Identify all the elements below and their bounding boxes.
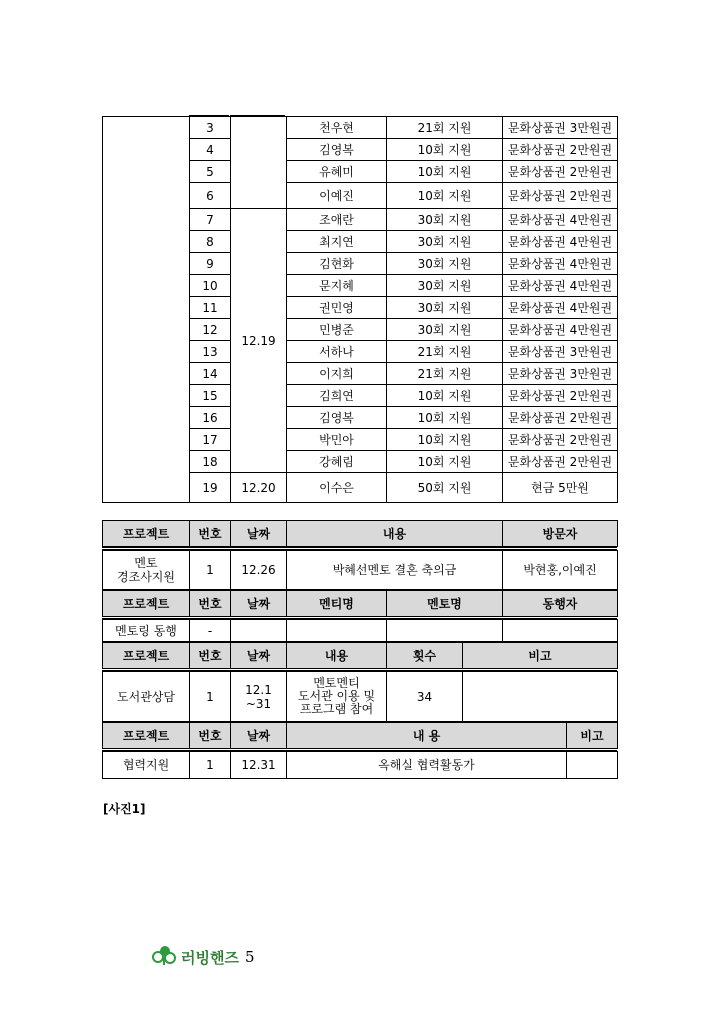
project-cell: [103, 117, 190, 503]
cell-reward: 문화상품권 4만원권: [503, 319, 618, 341]
cell-number: 19: [190, 473, 231, 503]
cell-date: 12.26: [231, 551, 287, 590]
cell-reward: 문화상품권 2만원권: [503, 161, 618, 183]
cell-content: 멘토멘티 도서관 이용 및 프로그램 참여: [287, 672, 387, 722]
footer-brand: 러빙핸즈: [181, 948, 239, 967]
header-number: 번호: [190, 521, 231, 547]
header-project: 프로젝트: [103, 521, 190, 547]
cell-number: 16: [190, 407, 231, 429]
cell-count: 34: [387, 672, 463, 722]
cell-content: 10회 지원: [387, 183, 503, 209]
cell-name: 최지연: [287, 231, 387, 253]
cell-name: 조애란: [287, 209, 387, 231]
cooperation-row-table: [102, 751, 618, 779]
award-table: [102, 116, 618, 503]
cell-mentee: [287, 620, 387, 642]
cell-project: 멘토링 동행: [103, 620, 190, 642]
header-mentee: 멘티명: [287, 591, 387, 617]
cell-number: 1: [190, 752, 231, 779]
cell-content: 21회 지원: [387, 117, 503, 139]
cell-number: -: [190, 620, 231, 642]
cell-number: 8: [190, 231, 231, 253]
cell-content: 30회 지원: [387, 275, 503, 297]
cell-name: 김희연: [287, 385, 387, 407]
cell-name: 권민영: [287, 297, 387, 319]
footer: [150, 944, 255, 970]
cell-note: [463, 672, 618, 722]
cell-content: 10회 지원: [387, 139, 503, 161]
cell-number: 12: [190, 319, 231, 341]
cell-content: 30회 지원: [387, 231, 503, 253]
cell-number: 6: [190, 183, 231, 209]
cell-reward: 문화상품권 2만원권: [503, 139, 618, 161]
cell-number: 14: [190, 363, 231, 385]
header-number: 번호: [190, 643, 231, 669]
cell-name: 김영복: [287, 139, 387, 161]
cell-number: 7: [190, 209, 231, 231]
cell-content: 50회 지원: [387, 473, 503, 503]
cell-name: 문지혜: [287, 275, 387, 297]
cell-visitor: 박현홍,이예진: [503, 551, 618, 590]
cell-content: 10회 지원: [387, 451, 503, 473]
header-content: 내용: [287, 521, 503, 547]
cell-number: 10: [190, 275, 231, 297]
cell-name: 민병준: [287, 319, 387, 341]
cell-name: 김현화: [287, 253, 387, 275]
clover-logo-icon: [150, 944, 178, 970]
cell-content: 30회 지원: [387, 297, 503, 319]
cell-reward: 문화상품권 2만원권: [503, 407, 618, 429]
cell-project: 협력지원: [103, 752, 190, 779]
cell-number: 9: [190, 253, 231, 275]
cell-content: 10회 지원: [387, 407, 503, 429]
cell-number: 3: [190, 117, 231, 139]
cell-number: 18: [190, 451, 231, 473]
cell-name: 김영복: [287, 407, 387, 429]
cell-name: 이예진: [287, 183, 387, 209]
cell-reward: 문화상품권 4만원권: [503, 253, 618, 275]
header-note: 비고: [567, 723, 618, 749]
cooperation-table: [102, 722, 618, 749]
cell-date: [231, 117, 287, 209]
cell-number: 1: [190, 672, 231, 722]
header-companion: 동행자: [503, 591, 618, 617]
accompany-table: [102, 590, 618, 617]
accompany-row-table: [102, 619, 618, 642]
cell-name: 강혜림: [287, 451, 387, 473]
cell-name: 이지희: [287, 363, 387, 385]
cell-reward: 문화상품권 2만원권: [503, 429, 618, 451]
cell-content: 30회 지원: [387, 253, 503, 275]
header-content: 내 용: [287, 723, 567, 749]
cell-project: 멘토 경조사지원: [103, 551, 190, 590]
cell-reward: 문화상품권 4만원권: [503, 297, 618, 319]
cell-reward: 문화상품권 2만원권: [503, 451, 618, 473]
cell-date: 12.1 ~31: [231, 672, 287, 722]
cell-name: 천우현: [287, 117, 387, 139]
header-content: 내용: [287, 643, 387, 669]
table-row: [103, 117, 618, 139]
condolence-row-table: [102, 550, 618, 590]
cell-content: 박혜선멘토 결혼 축의금: [287, 551, 503, 590]
cell-project: 도서관상담: [103, 672, 190, 722]
cell-number: 15: [190, 385, 231, 407]
cell-name: 이수은: [287, 473, 387, 503]
cell-reward: 문화상품권 3만원권: [503, 363, 618, 385]
cell-content: 10회 지원: [387, 429, 503, 451]
cell-number: 17: [190, 429, 231, 451]
header-project: 프로젝트: [103, 723, 190, 749]
cell-companion: [503, 620, 618, 642]
cell-note: [567, 752, 618, 779]
cell-reward: 문화상품권 3만원권: [503, 117, 618, 139]
cell-reward: 문화상품권 4만원권: [503, 231, 618, 253]
cell-name: 서하나: [287, 341, 387, 363]
cell-number: 11: [190, 297, 231, 319]
cell-content: 21회 지원: [387, 363, 503, 385]
cell-reward: 문화상품권 4만원권: [503, 275, 618, 297]
cell-reward: 문화상품권 3만원권: [503, 341, 618, 363]
cell-content: 21회 지원: [387, 341, 503, 363]
library-row-table: [102, 671, 618, 722]
header-project: 프로젝트: [103, 643, 190, 669]
cell-number: 4: [190, 139, 231, 161]
cell-number: 13: [190, 341, 231, 363]
cell-content: 10회 지원: [387, 161, 503, 183]
header-number: 번호: [190, 723, 231, 749]
header-note: 비고: [463, 643, 618, 669]
cell-date: 12.20: [231, 473, 287, 503]
cell-number: 1: [190, 551, 231, 590]
cell-reward: 현금 5만원: [503, 473, 618, 503]
cell-reward: 문화상품권 4만원권: [503, 209, 618, 231]
cell-content: 30회 지원: [387, 319, 503, 341]
photo-caption: [사진1]: [103, 802, 146, 816]
header-mentor: 멘토명: [387, 591, 503, 617]
cell-content: 옥해실 협력활동가: [287, 752, 567, 779]
cell-content: 30회 지원: [387, 209, 503, 231]
cell-name: 유혜미: [287, 161, 387, 183]
header-number: 번호: [190, 591, 231, 617]
header-visitor: 방문자: [503, 521, 618, 547]
library-table: [102, 642, 618, 669]
header-count: 횟수: [387, 643, 463, 669]
header-date: 날짜: [231, 723, 287, 749]
cell-date: 12.31: [231, 752, 287, 779]
cell-date: [231, 620, 287, 642]
cell-number: 5: [190, 161, 231, 183]
cell-reward: 문화상품권 2만원권: [503, 385, 618, 407]
cell-reward: 문화상품권 2만원권: [503, 183, 618, 209]
cell-date: 12.19: [231, 209, 287, 473]
cell-mentor: [387, 620, 503, 642]
header-date: 날짜: [231, 591, 287, 617]
page-number: 5: [244, 948, 255, 966]
cell-name: 박민아: [287, 429, 387, 451]
header-project: 프로젝트: [103, 591, 190, 617]
cell-content: 10회 지원: [387, 385, 503, 407]
condolence-table: [102, 520, 618, 547]
header-date: 날짜: [231, 643, 287, 669]
header-date: 날짜: [231, 521, 287, 547]
